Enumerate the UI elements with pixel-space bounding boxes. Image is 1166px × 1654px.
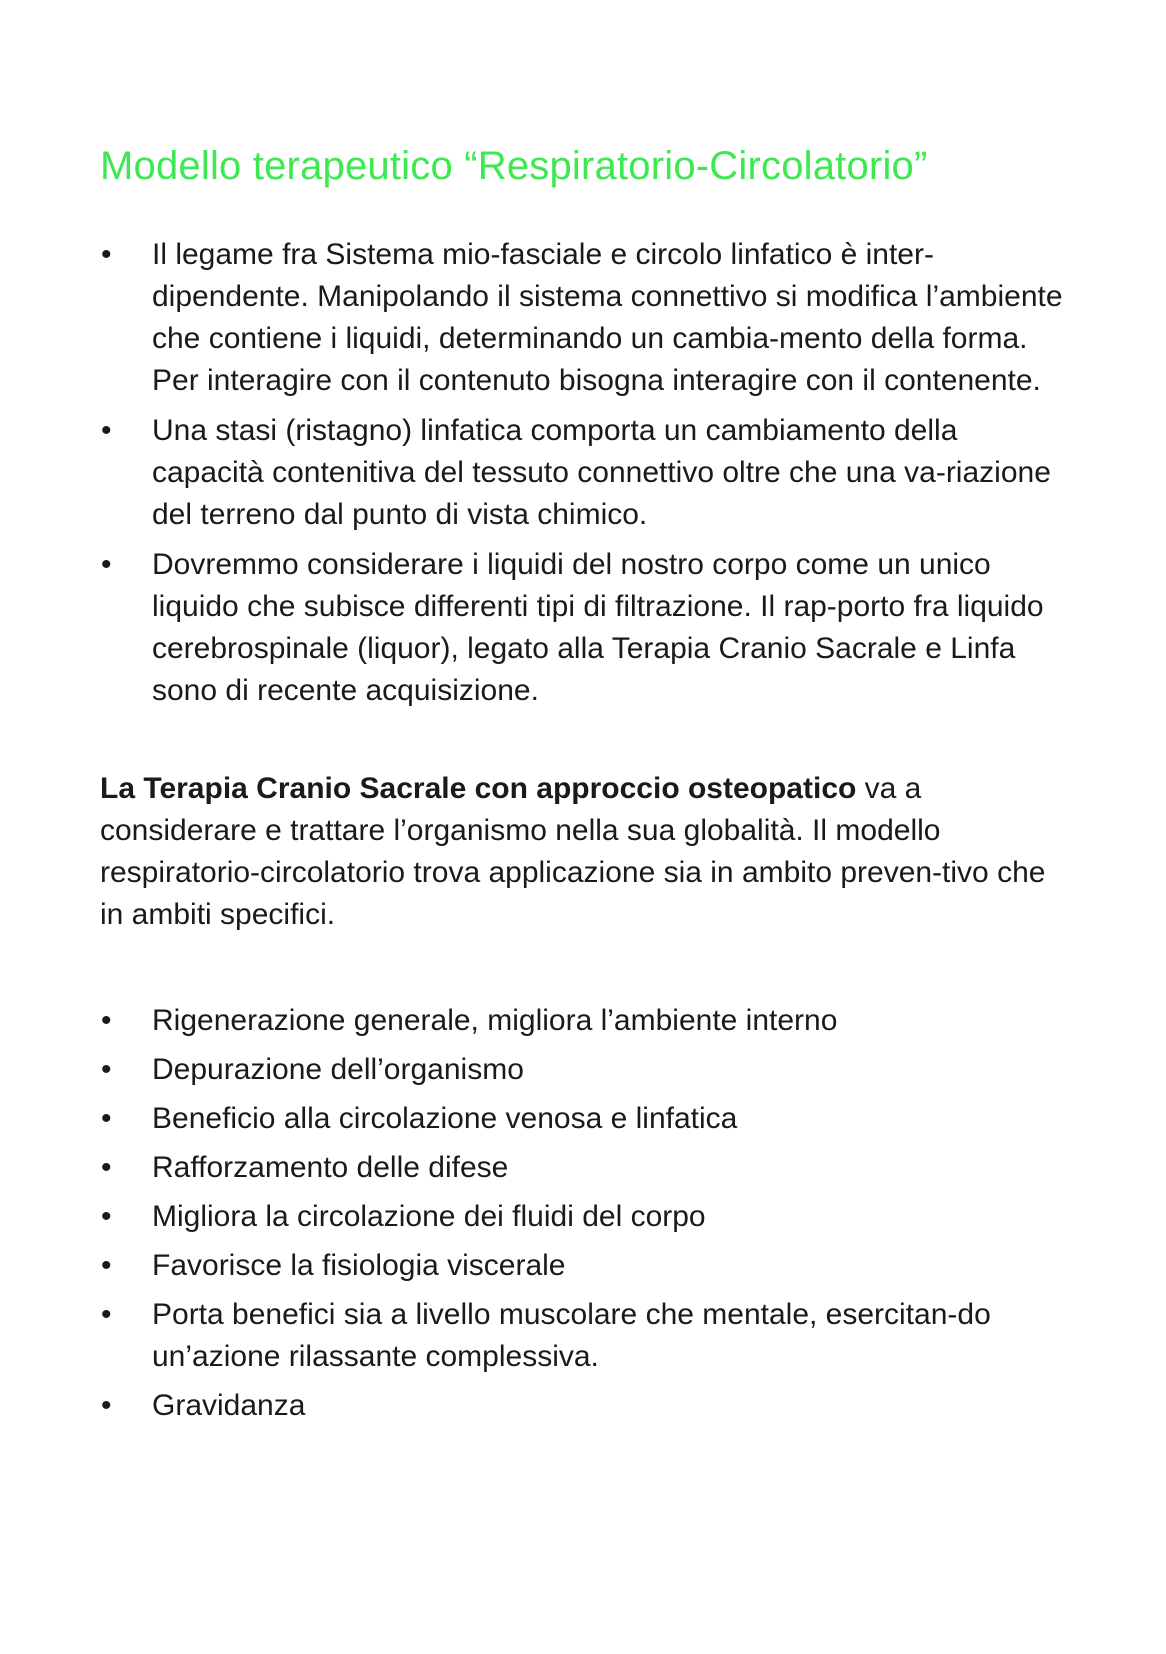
- bullet-icon: •: [101, 414, 112, 447]
- bullet-icon: •: [101, 1053, 112, 1086]
- document-page: [100, 140, 1070, 1434]
- list-item: [100, 1049, 1070, 1091]
- list-item-text: Migliora la circolazione dei fluidi del corpo: [152, 1200, 706, 1233]
- list-item-text: Dovremmo considerare i liquidi del nostro corpo come un unico liquido che subisce differenti tipi di filtrazione. Il rap-porto fra liquido cerebrospinale (liquor), legato alla Terapia Cranio Sacrale e Linfa sono di recente acquisizione.: [152, 548, 1044, 707]
- list-item: [100, 1098, 1070, 1140]
- bullet-icon: •: [101, 1389, 112, 1422]
- list-item: [100, 1147, 1070, 1189]
- benefits-list: [100, 1000, 1070, 1427]
- intro-paragraph: [100, 768, 1070, 936]
- list-item-text: Depurazione dell’organismo: [152, 1053, 524, 1086]
- bullet-icon: •: [101, 238, 112, 271]
- bullet-icon: •: [101, 548, 112, 581]
- list-item-text: Rafforzamento delle difese: [152, 1151, 509, 1184]
- bullet-icon: •: [101, 1298, 112, 1331]
- list-item-text: Gravidanza: [152, 1389, 306, 1422]
- bullet-icon: •: [101, 1102, 112, 1135]
- list-item: [100, 410, 1070, 536]
- bullet-icon: •: [101, 1151, 112, 1184]
- paragraph-bold-lead: La Terapia Cranio Sacrale con approccio osteopatico: [100, 772, 857, 805]
- list-item-text: Beneficio alla circolazione venosa e linfatica: [152, 1102, 738, 1135]
- list-item: [100, 1294, 1070, 1378]
- list-item: [100, 1000, 1070, 1042]
- list-item: [100, 1245, 1070, 1287]
- paragraph-text: va a considerare e trattare l’organismo nella sua globalità. Il modello respiratorio-circolatorio trova applicazione sia in ambito preven-tivo che in ambiti specifici.: [100, 772, 1046, 931]
- list-item: [100, 1385, 1070, 1427]
- principles-list: [100, 234, 1070, 712]
- list-item-text: Favorisce la fisiologia viscerale: [152, 1249, 566, 1282]
- list-item: [100, 544, 1070, 712]
- bullet-icon: •: [101, 1249, 112, 1282]
- list-item-text: Rigenerazione generale, migliora l’ambiente interno: [152, 1004, 838, 1037]
- bullet-icon: •: [101, 1004, 112, 1037]
- list-item: [100, 1196, 1070, 1238]
- list-item: [100, 234, 1070, 402]
- list-item-text: Il legame fra Sistema mio-fasciale e circolo linfatico è inter-dipendente. Manipolando il sistema connettivo si modifica l’ambiente che contiene i liquidi, determinando un cambia-mento della forma. Per interagire con il contenuto bisogna interagire con il contenente.: [152, 238, 1063, 397]
- page-title: Modello terapeutico “Respiratorio-Circolatorio”: [100, 144, 928, 188]
- bullet-icon: •: [101, 1200, 112, 1233]
- list-item-text: Una stasi (ristagno) linfatica comporta un cambiamento della capacità contenitiva del tessuto connettivo oltre che una va-riazione del terreno dal punto di vista chimico.: [152, 414, 1051, 531]
- list-item-text: Porta benefici sia a livello muscolare che mentale, esercitan-do un’azione rilassante complessiva.: [152, 1298, 991, 1373]
